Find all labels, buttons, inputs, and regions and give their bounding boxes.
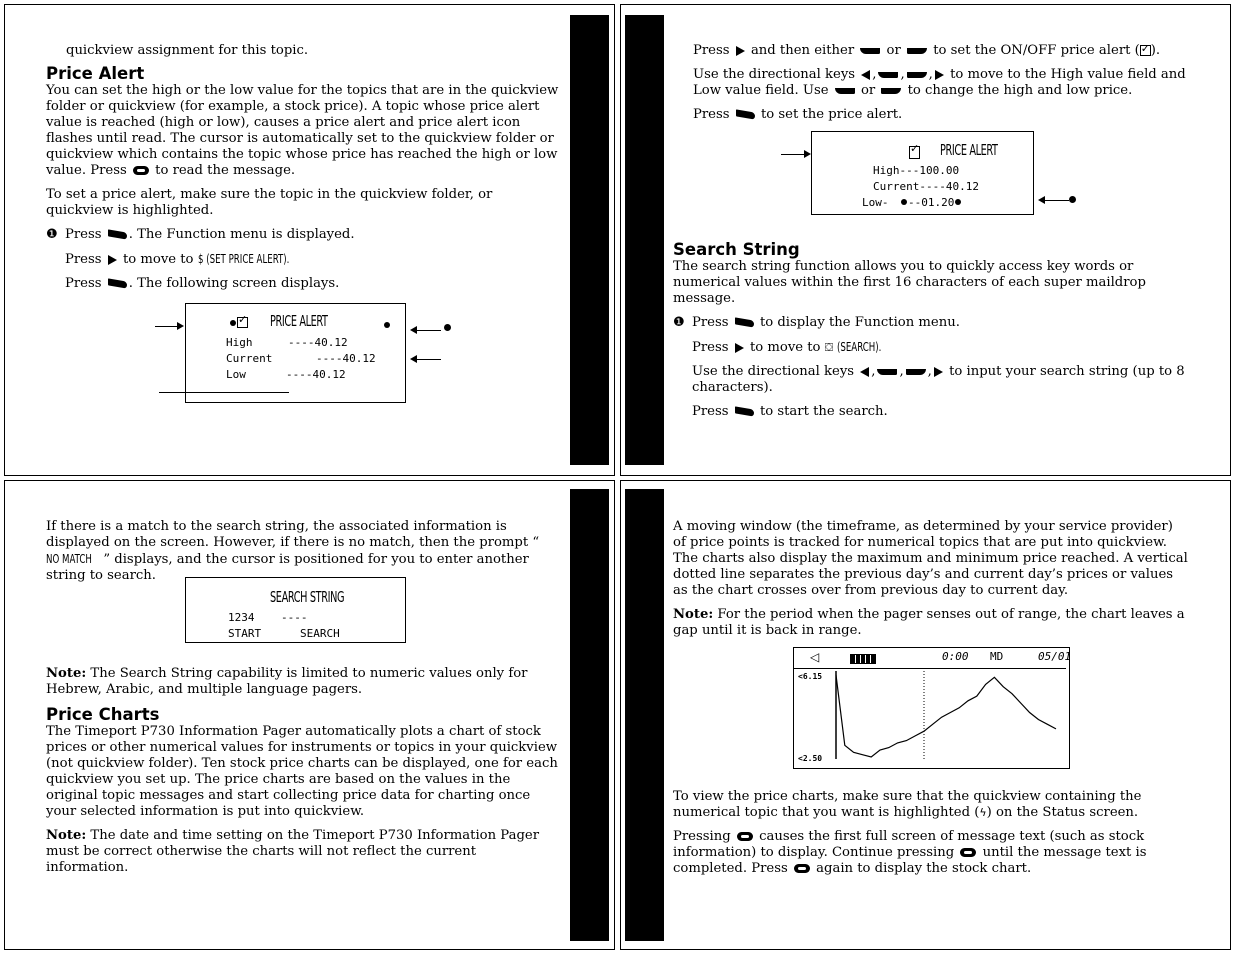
heading-search-string: Search String [673,240,800,259]
current-row: Current----40.12 [873,180,979,193]
chart-instructions [673,789,1188,885]
status-ampm: MD [990,650,1004,663]
heading-price-charts: Price Charts [46,705,160,724]
page-panel-price-alert [4,4,615,476]
current-value: ----40.12 [316,352,376,365]
price-series-line [836,675,1056,757]
page-tab-marker [570,489,609,941]
callout-line [413,359,441,360]
price-alert-edit-screen [811,131,1034,215]
right-arrow-key-icon [935,70,944,80]
callout-arrow-icon [804,150,811,158]
function-key-icon [108,229,127,239]
set-alert-line: Press to set the price alert. [693,107,903,122]
price-charts-para: The Timeport P730 Information Pager automatically plots a chart of stock prices or other numerical values for instruments or topics in your quickview (not quickview folder). Ten stock price charts can be displayed, one for each quickview you set up. The price charts are based on the values in the original topic messages and start collecting price data for charting once your selected information is put into quickview. [46,724,558,819]
stock-chart-screen [793,647,1070,769]
page-panel-price-charts [4,480,615,950]
left-soft-key-icon [835,88,855,94]
note-search: Note: The Search String capability is limited to numeric values only for Hebrew, Arabic, and multiple language pagers. [46,666,528,697]
page-tab-marker [570,15,609,465]
price-alert-screen [185,303,406,403]
callout-arrow-icon [177,322,184,330]
start-softkey-label: START [228,627,262,640]
step-2: Press to move to $ (SET PRICE ALERT). [65,252,290,267]
high-value: ----40.12 [288,336,348,349]
note-date-time: Note: The date and time setting on the Timeport P730 Information Pager must be correct otherwise the charts will not reflect the current information. [46,828,539,875]
callout-line [1041,200,1069,201]
step-3: Press . The following screen displays. [65,276,340,291]
checkbox-icon [1140,45,1151,56]
read-key-icon [737,832,753,841]
cursor-dot-icon [901,199,907,205]
read-key-icon [794,864,810,873]
low-value: ----40.12 [286,368,346,381]
checkbox-icon [237,317,248,328]
right-soft-key-icon [881,88,901,94]
min-label: <2.50 [798,754,823,763]
status-date: 05/01 [1038,650,1072,663]
search-value: 1234 ---- [228,611,308,624]
read-key-icon [960,848,976,857]
left-arrow-key-icon [861,70,870,80]
empty-box-icon [909,146,920,159]
intro-text: quickview assignment for this topic. [66,43,309,58]
step-3: Use the directional keys , , , to input your search string (up to 8 characters). [692,364,1185,395]
right-arrow-key-icon [108,255,117,265]
price-charts-section [46,666,561,884]
right-soft-key-icon [907,72,927,78]
left-soft-key-icon [860,48,880,54]
pressing-para: Pressing causes the first full screen of message text (such as stock information) to display. Continue pressing until the message text is completed. Press again to display the stock chart. [673,829,1147,876]
step-4: Press to start the search. [692,404,888,419]
directional-line: Use the directional keys , , , to move to the High value field and Low value field. Use or to change the high and low price. [693,67,1186,98]
right-soft-key-icon [906,369,926,375]
low-value: --01.20 [908,196,955,209]
screen-title: PRICE ALERT [940,141,998,159]
search-result-para: If there is a match to the search string, the associated information is displayed on the screen. However, if there is no match, then the prompt “NO MATCH ” displays, and the cursor is positioned for you to enter another string to search. [46,519,540,583]
callout-arrow-icon [410,326,417,334]
step-1: ❶ Press . The Function menu is displayed. [46,227,355,242]
cursor-dot-icon [955,199,961,205]
search-icon: ⛋ [824,341,834,354]
price-chart [794,669,1066,767]
callout-dot-icon [444,324,451,331]
right-arrow-key-icon [735,343,744,353]
chart-status-bar [794,648,1072,669]
right-arrow-key-icon [736,46,745,56]
left-soft-key-icon [878,72,898,78]
page-panel-search-string [620,4,1231,476]
page-panel-chart-view [620,480,1231,950]
step-2: Press to move to ⛋ (SEARCH). [692,340,882,355]
high-label: High [226,336,253,349]
step-1: ❶ Press to display the Function menu. [673,315,960,330]
price-alert-para1: You can set the high or the low value for the topics that are in the quickview folder or quickview (for example, a stock price). A topic whose price alert value is reached (high or low), causes a price alert and price alert icon flashes until read. The cursor is automatically set to the quickview folder or quickview which contains the topic whose price has reached the high or low value. Press to read the message. [46,83,559,178]
screen-title: SEARCH STRING [270,588,345,606]
speaker-icon: ◁ [810,650,820,664]
battery-icon [850,654,876,664]
max-label: <6.15 [798,672,823,681]
heading-price-alert: Price Alert [46,64,145,83]
function-key-icon [736,109,755,119]
note-out-of-range: Note: For the period when the pager senses out of range, the chart leaves a gap until it is back in range. [673,607,1185,638]
highlight-para: To view the price charts, make sure that the quickview containing the numerical topic that you want is highlighted (ϟ) on the Status screen. [673,789,1142,820]
search-string-para: The search string function allows you to quickly access key words or numerical values within the first 16 characters of each super maildrop message. [673,259,1146,306]
function-key-icon [108,278,127,288]
callout-dot-icon [1069,196,1076,203]
high-row: High---100.00 [873,164,960,177]
left-soft-key-icon [877,369,897,375]
panel1-text [46,43,561,300]
moving-window-para: A moving window (the timeframe, as determined by your service provider) of price points is tracked for numerical topics that are put into quickview. The charts also display the maximum and minimum price reached. A vertical dotted line separates the previous day’s and current day’s prices or values as the chart crosses over from previous day to current day. [673,519,1188,598]
flash-dot-icon [384,322,390,328]
left-arrow-key-icon [860,367,869,377]
onoff-line: Press and then either or to set the ON/OFF price alert (✓ ). [693,43,1198,59]
screen-title: PRICE ALERT [270,312,328,330]
search-string-screen [185,577,406,643]
page-tab-marker [625,489,664,941]
current-label: Current [226,352,273,365]
callout-arrow-icon [1038,196,1045,204]
callout-line [413,330,441,331]
status-time: 0:00 [942,650,969,663]
panel2-steps [693,43,1198,131]
right-arrow-key-icon [934,367,943,377]
chart-description [673,519,1188,647]
read-key-icon [133,166,149,175]
callout-arrow-icon [410,355,417,363]
callout-line [781,154,806,155]
right-soft-key-icon [907,48,927,54]
page-tab-marker [625,15,664,465]
low-label: Low- [862,196,889,209]
callout-line [159,392,289,393]
alert-dot-icon [230,320,236,326]
price-alert-para2: To set a price alert, make sure the topic in the quickview folder, or quickview is highlighted. [46,187,493,218]
search-softkey-label: SEARCH [300,627,340,640]
function-key-icon [735,406,754,416]
low-label: Low [226,368,246,381]
lightning-icon: ϟ [979,806,987,819]
function-key-icon [735,317,754,327]
search-string-section [673,241,1193,428]
